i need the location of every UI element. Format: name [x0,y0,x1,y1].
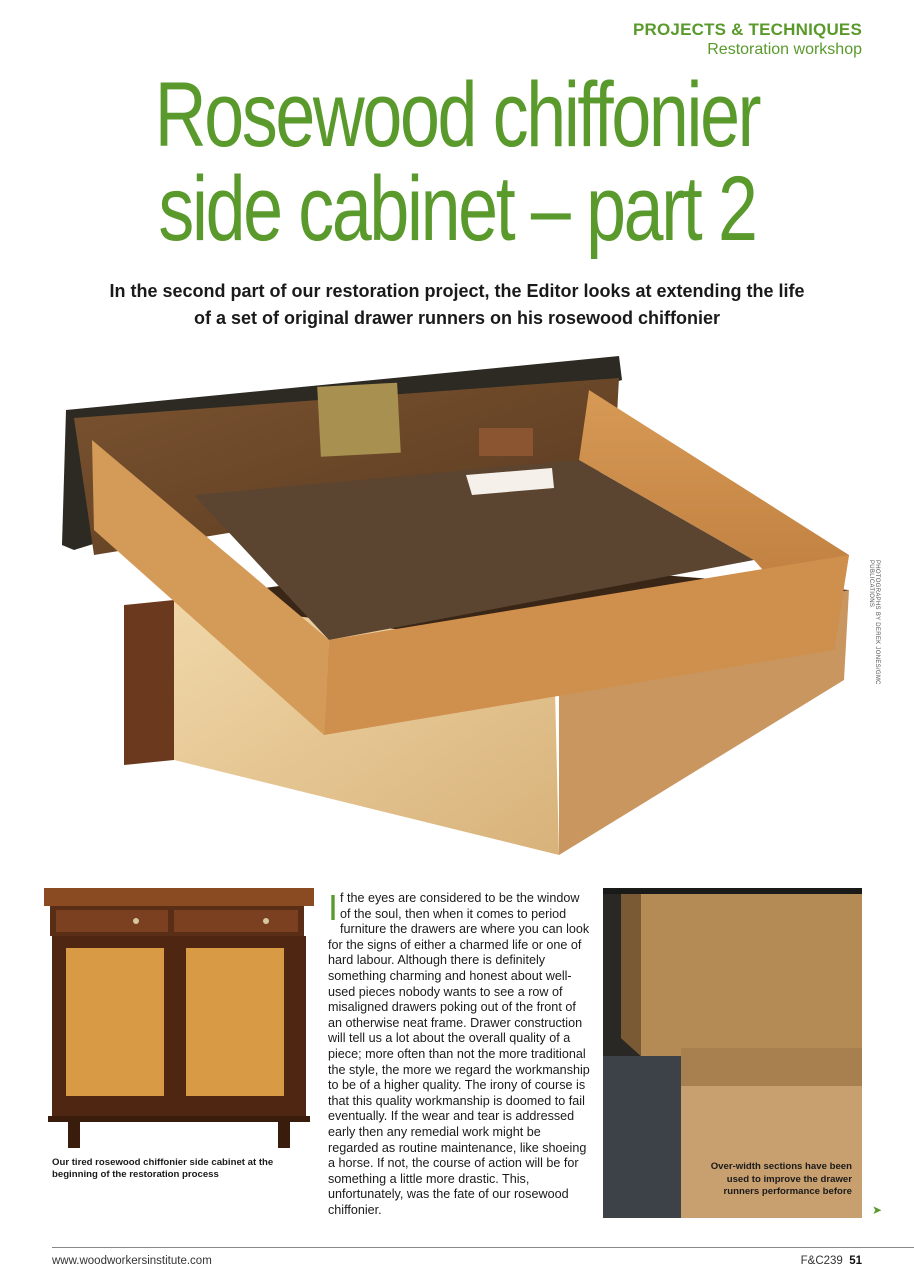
photo-credit: PHOTOGRAPHS BY DEREK JONES/GMC PUBLICATIONS [868,560,880,685]
title-line-2 [101,158,814,260]
standfirst: In the second part of our restoration project, the Editor looks at extending the life of a set of original drawer runners on his rosewood chiffonier [109,281,805,328]
title-line-2-main: side cabinet [158,158,514,260]
body-paragraph: f the eyes are considered to be the window of the soul, then when it comes to period furniture the drawers are where you can look for the signs of either a charmed life or one of hard labour. Although there is definitely something charming and honest about well-used pieces nobody wants to see a row of misaligned drawers poking out of the front of an otherwise neat frame. Drawer construction will tell us a lot about the overall quality of a piece; more often than not the more traditional the style, the more we regard the workmanship to be of a higher quality. The irony of course is that this quality workmanship is doomed to fail eventually. If the wear and tear is addressed early then any remedial work might be regarded as routine maintenance, like shoeing a horse. If not, the course of action will be for something a little more drastic. This, unfortunately, was the fate of our rosewood chiffonier. [328,891,590,1217]
cabinet-caption: Our tired rosewood chiffonier side cabinet at the beginning of the restoration process [52,1157,274,1180]
footer-rule [52,1247,914,1248]
cabinet-photo [44,888,314,1154]
article-title [101,64,814,260]
footer-page [801,1255,862,1267]
arrow-right-icon: ➤ [872,1203,883,1217]
drop-cap: I [328,887,339,928]
section-header [633,20,862,59]
footer-url: www.woodworkersinstitute.com [52,1255,212,1267]
title-line-1: Rosewood chiffonier [154,64,760,166]
hero-drawers-photo [54,350,862,870]
body-text [328,887,590,1218]
footer-issue: F&C239 [800,1255,843,1267]
title-line-2-part: – part 2 [513,158,756,260]
section-sublabel: Restoration workshop [707,41,862,58]
page-number: 51 [849,1255,862,1267]
detail-caption: Over-width sections have been used to improve the drawer runners performance before [710,1161,852,1197]
section-label: PROJECTS & TECHNIQUES [632,20,862,39]
